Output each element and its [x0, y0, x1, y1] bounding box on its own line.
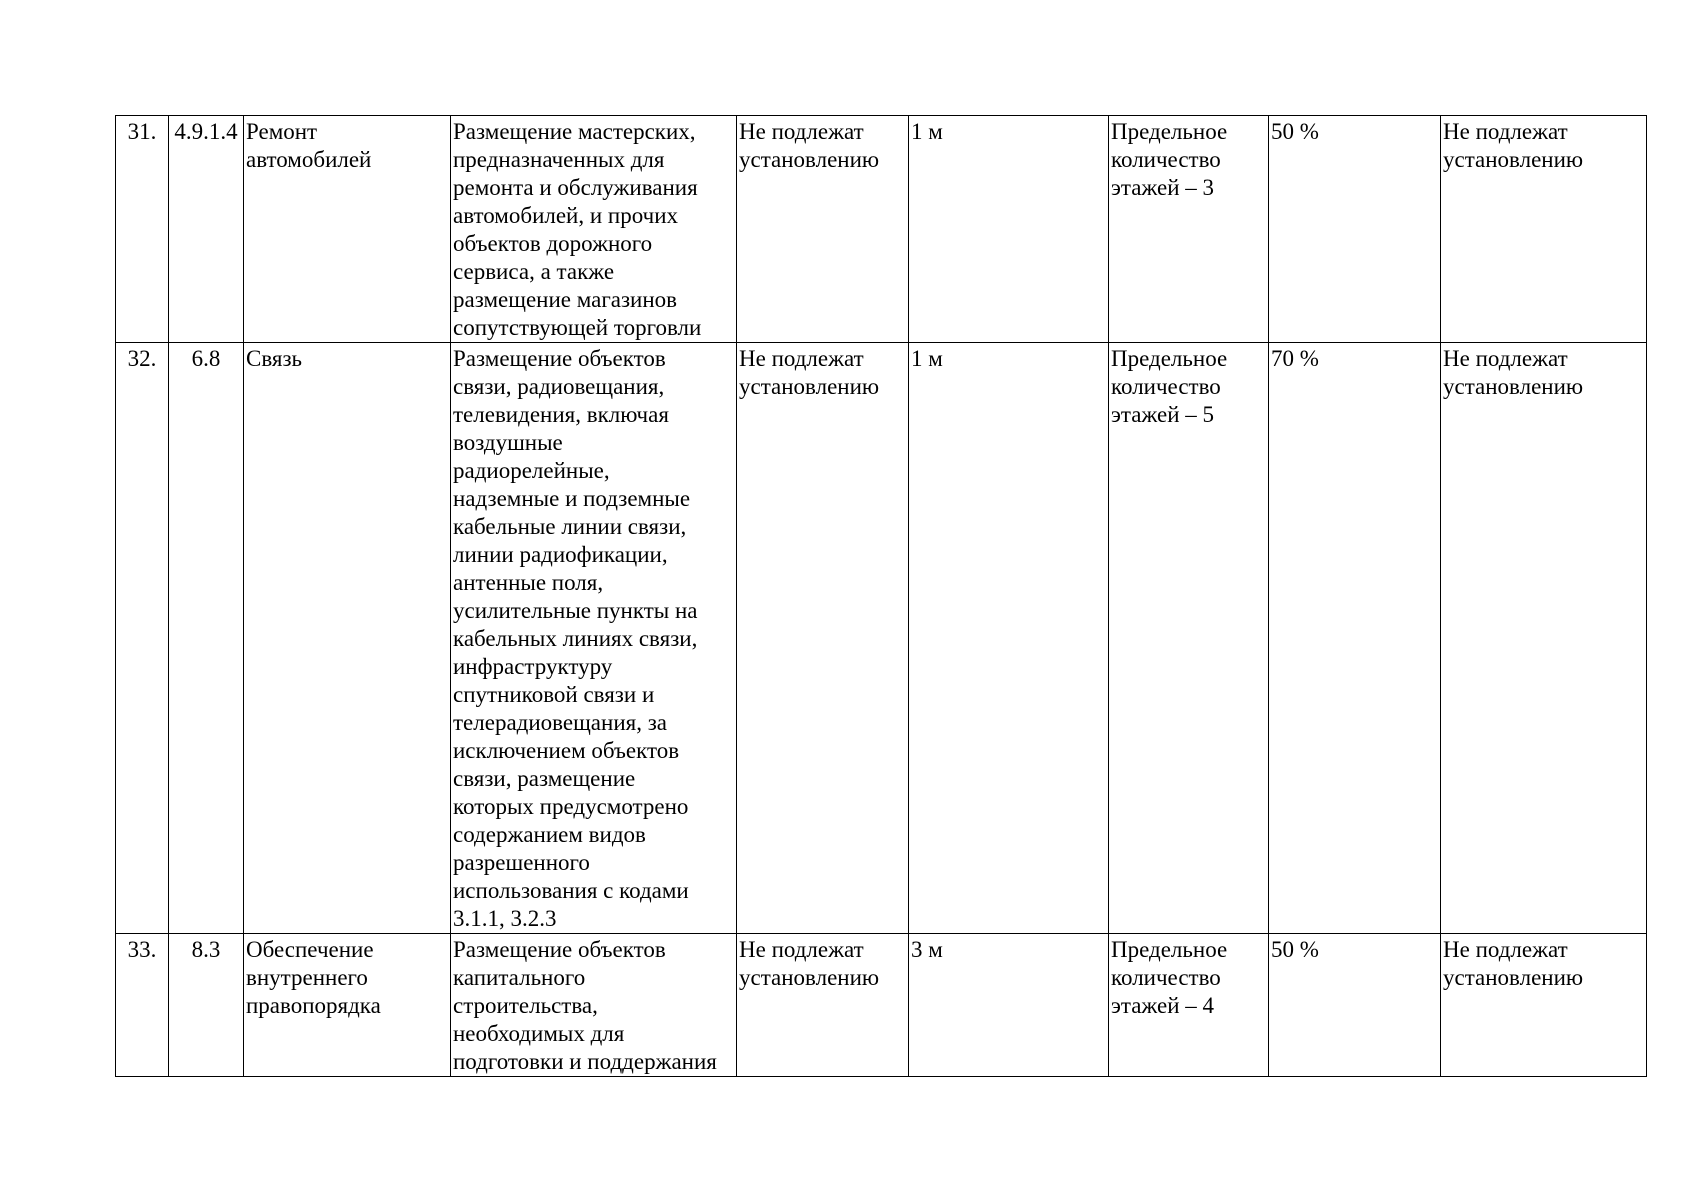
area-limit-cell: Не подлежат установлению — [737, 116, 909, 343]
floors-limit-cell: Предельное количество этажей – 3 — [1109, 116, 1269, 343]
row-number-cell: 33. — [116, 934, 169, 1077]
table-row — [116, 116, 1647, 343]
row-number-cell: 31. — [116, 116, 169, 343]
floors-limit-cell: Предельное количество этажей – 5 — [1109, 343, 1269, 934]
area-limit-cell: Не подлежат установлению — [737, 343, 909, 934]
coverage-percent-cell: 70 % — [1269, 343, 1441, 934]
land-use-regulations-table — [115, 115, 1647, 1077]
other-limit-cell: Не подлежат установлению — [1441, 116, 1647, 343]
area-limit-cell: Не подлежат установлению — [737, 934, 909, 1077]
use-name-cell: Ремонт автомобилей — [244, 116, 451, 343]
setback-cell: 1 м — [909, 343, 1109, 934]
use-code-cell: 6.8 — [169, 343, 244, 934]
other-limit-cell: Не подлежат установлению — [1441, 343, 1647, 934]
use-name-cell: Связь — [244, 343, 451, 934]
table-row — [116, 934, 1647, 1077]
row-number-cell: 32. — [116, 343, 169, 934]
use-code-cell: 4.9.1.4 — [169, 116, 244, 343]
setback-cell: 1 м — [909, 116, 1109, 343]
use-description-cell: Размещение объектов связи, радиовещания, телевидения, включая воздушные радиорелейные, надземные и подземные кабельные линии связи, линии радиофикации, антенные поля, усилительные пункты на кабельных линиях связи, инфраструктуру спутниковой связи и телерадиовещания, за исключением объектов связи, размещение которых предусмотрено содержанием видов разрешенного использования с кодами 3.1.1, 3.2.3 — [451, 343, 737, 934]
use-description-cell: Размещение мастерских, предназначенных для ремонта и обслуживания автомобилей, и прочих объектов дорожного сервиса, а также размещение магазинов сопутствующей торговли — [451, 116, 737, 343]
floors-limit-cell: Предельное количество этажей – 4 — [1109, 934, 1269, 1077]
other-limit-cell: Не подлежат установлению — [1441, 934, 1647, 1077]
coverage-percent-cell: 50 % — [1269, 934, 1441, 1077]
use-code-cell: 8.3 — [169, 934, 244, 1077]
use-name-cell: Обеспечение внутреннего правопорядка — [244, 934, 451, 1077]
setback-cell: 3 м — [909, 934, 1109, 1077]
use-description-cell: Размещение объектов капитального строительства, необходимых для подготовки и поддержания — [451, 934, 737, 1077]
coverage-percent-cell: 50 % — [1269, 116, 1441, 343]
table-row — [116, 343, 1647, 934]
